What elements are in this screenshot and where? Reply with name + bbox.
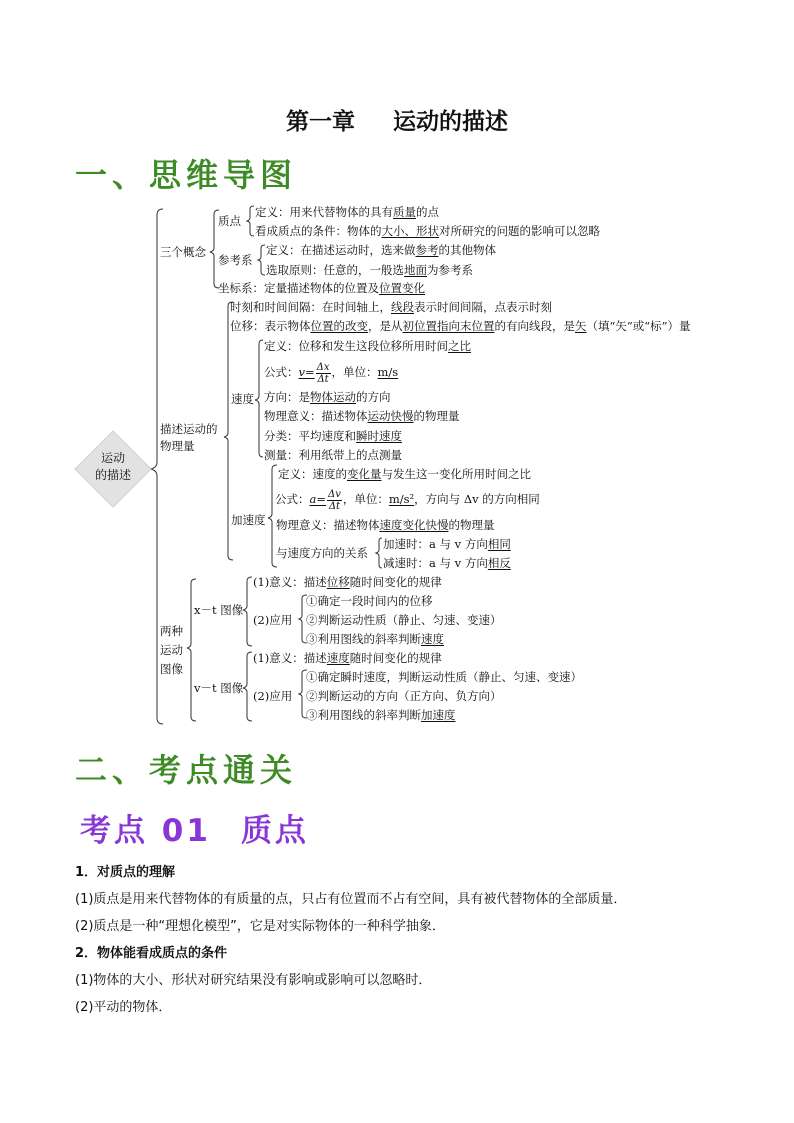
paragraph-1: (1)质点是用来代替物体的有质量的点，只占有位置而不占有空间，具有被代替物体的全部质量． [75,892,627,907]
jiasudu-relation: 与速度方向的关系 [276,546,368,560]
vt-app-2: ②判断运动的方向（正方向、负方向） [306,689,502,703]
vt-meaning: (1)意义：描述速度随时间变化的规律 [253,651,442,665]
jiasudu-definition: 定义：速度的变化量与发生这一变化所用时间之比 [278,467,531,481]
paragraph-2: (2)质点是一种“理想化模型”，它是对实际物体的一种科学抽象． [75,919,445,934]
jiasu-case: 加速时：a 与 v 方向相同 [383,537,511,551]
zhidian-condition: 看成质点的条件：物体的大小、形状对所研究的问题的影响可以忽略 [255,224,600,238]
jiasudu-meaning: 物理意义：描述物体速度变化快慢的物理量 [276,518,495,532]
jiasudu-formula: 公式：a= $\frac{\Delta v}{\Delta t}$ ，单位：m/s²，方向与 Δv 的方向相同 [275,488,540,512]
sudu-direction: 方向：是物体运动的方向 [264,390,391,404]
node-zhidian: 质点 [218,214,241,228]
kaodian-banner [80,805,309,850]
node-vt-graph: v－t 图像 [194,681,244,695]
heading-conditions: 2．物体能看成质点的条件 [75,946,228,961]
node-sudu: 速度 [231,392,254,406]
vt-application: (2)应用 [253,689,293,703]
sudu-definition: 定义：位移和发生这段位移所用时间之比 [264,339,471,353]
paragraph-3: (1)物体的大小、形状对研究结果没有影响或影响可以忽略时． [75,973,432,988]
section-mindmap-heading: 一、思维导图 [75,156,298,194]
weiyi: 位移：表示物体位置的改变，是从初位置指向末位置的有向线段，是矢（填“矢”或“标”）量 [230,319,691,333]
cankaoxi-definition: 定义：在描述运动时，选来做参考的其他物体 [266,243,496,257]
kaodian-number: 考点 01 [80,813,211,849]
node-cankaoxi: 参考系 [218,253,253,267]
shike-shijian: 时刻和时间间隔：在时间轴上，线段表示时间间隔，点表示时刻 [230,300,552,314]
sudu-measurement: 测量：利用纸带上的点测量 [264,448,402,462]
jiansu-case: 减速时：a 与 v 方向相反 [383,556,511,570]
kaodian-name: 质点 [240,813,309,849]
node-san-ge-gai-nian: 三个概念 [160,245,206,259]
section-kaodian-heading: 二、考点通关 [75,751,298,789]
xt-app-1: ①确定一段时间内的位移 [306,594,433,608]
xt-app-2: ②判断运动性质（静止、匀速、变速） [306,613,502,627]
xt-meaning: (1)意义：描述位移随时间变化的规律 [253,575,442,589]
chapter-number: 第一章 [286,109,355,135]
chapter-name: 运动的描述 [393,109,508,135]
node-miaoshu: 描述运动的 物理量 [160,422,218,453]
cankaoxi-principle: 选取原则：任意的，一般选地面为参考系 [266,263,473,277]
node-jiasudu: 加速度 [231,513,266,527]
node-zuobiaoxi: 坐标系：定量描述物体的位置及位置变化 [218,281,425,295]
vt-app-1: ①确定瞬时速度，判断运动性质（静止、匀速、变速） [306,670,582,684]
paragraph-4: (2)平动的物体． [75,1000,172,1015]
sudu-formula: 公式：v= $\frac{\Delta x}{\Delta t}$ ，单位：m/s [264,361,399,385]
vt-app-3: ③利用图线的斜率判断加速度 [306,708,456,722]
xt-app-3: ③利用图线的斜率判断速度 [306,632,444,646]
mindmap-root-label: 运动 的描述 [94,451,131,482]
heading-understanding: 1．对质点的理解 [75,865,176,880]
node-tuxiang: 两种 运动 图像 [160,624,183,676]
node-xt-graph: x－t 图像 [194,603,244,617]
sudu-classification: 分类：平均速度和瞬时速度 [264,429,402,443]
sudu-meaning: 物理意义：描述物体运动快慢的物理量 [264,409,460,423]
xt-application: (2)应用 [253,613,293,627]
zhidian-definition: 定义：用来代替物体的具有质量的点 [255,205,439,219]
